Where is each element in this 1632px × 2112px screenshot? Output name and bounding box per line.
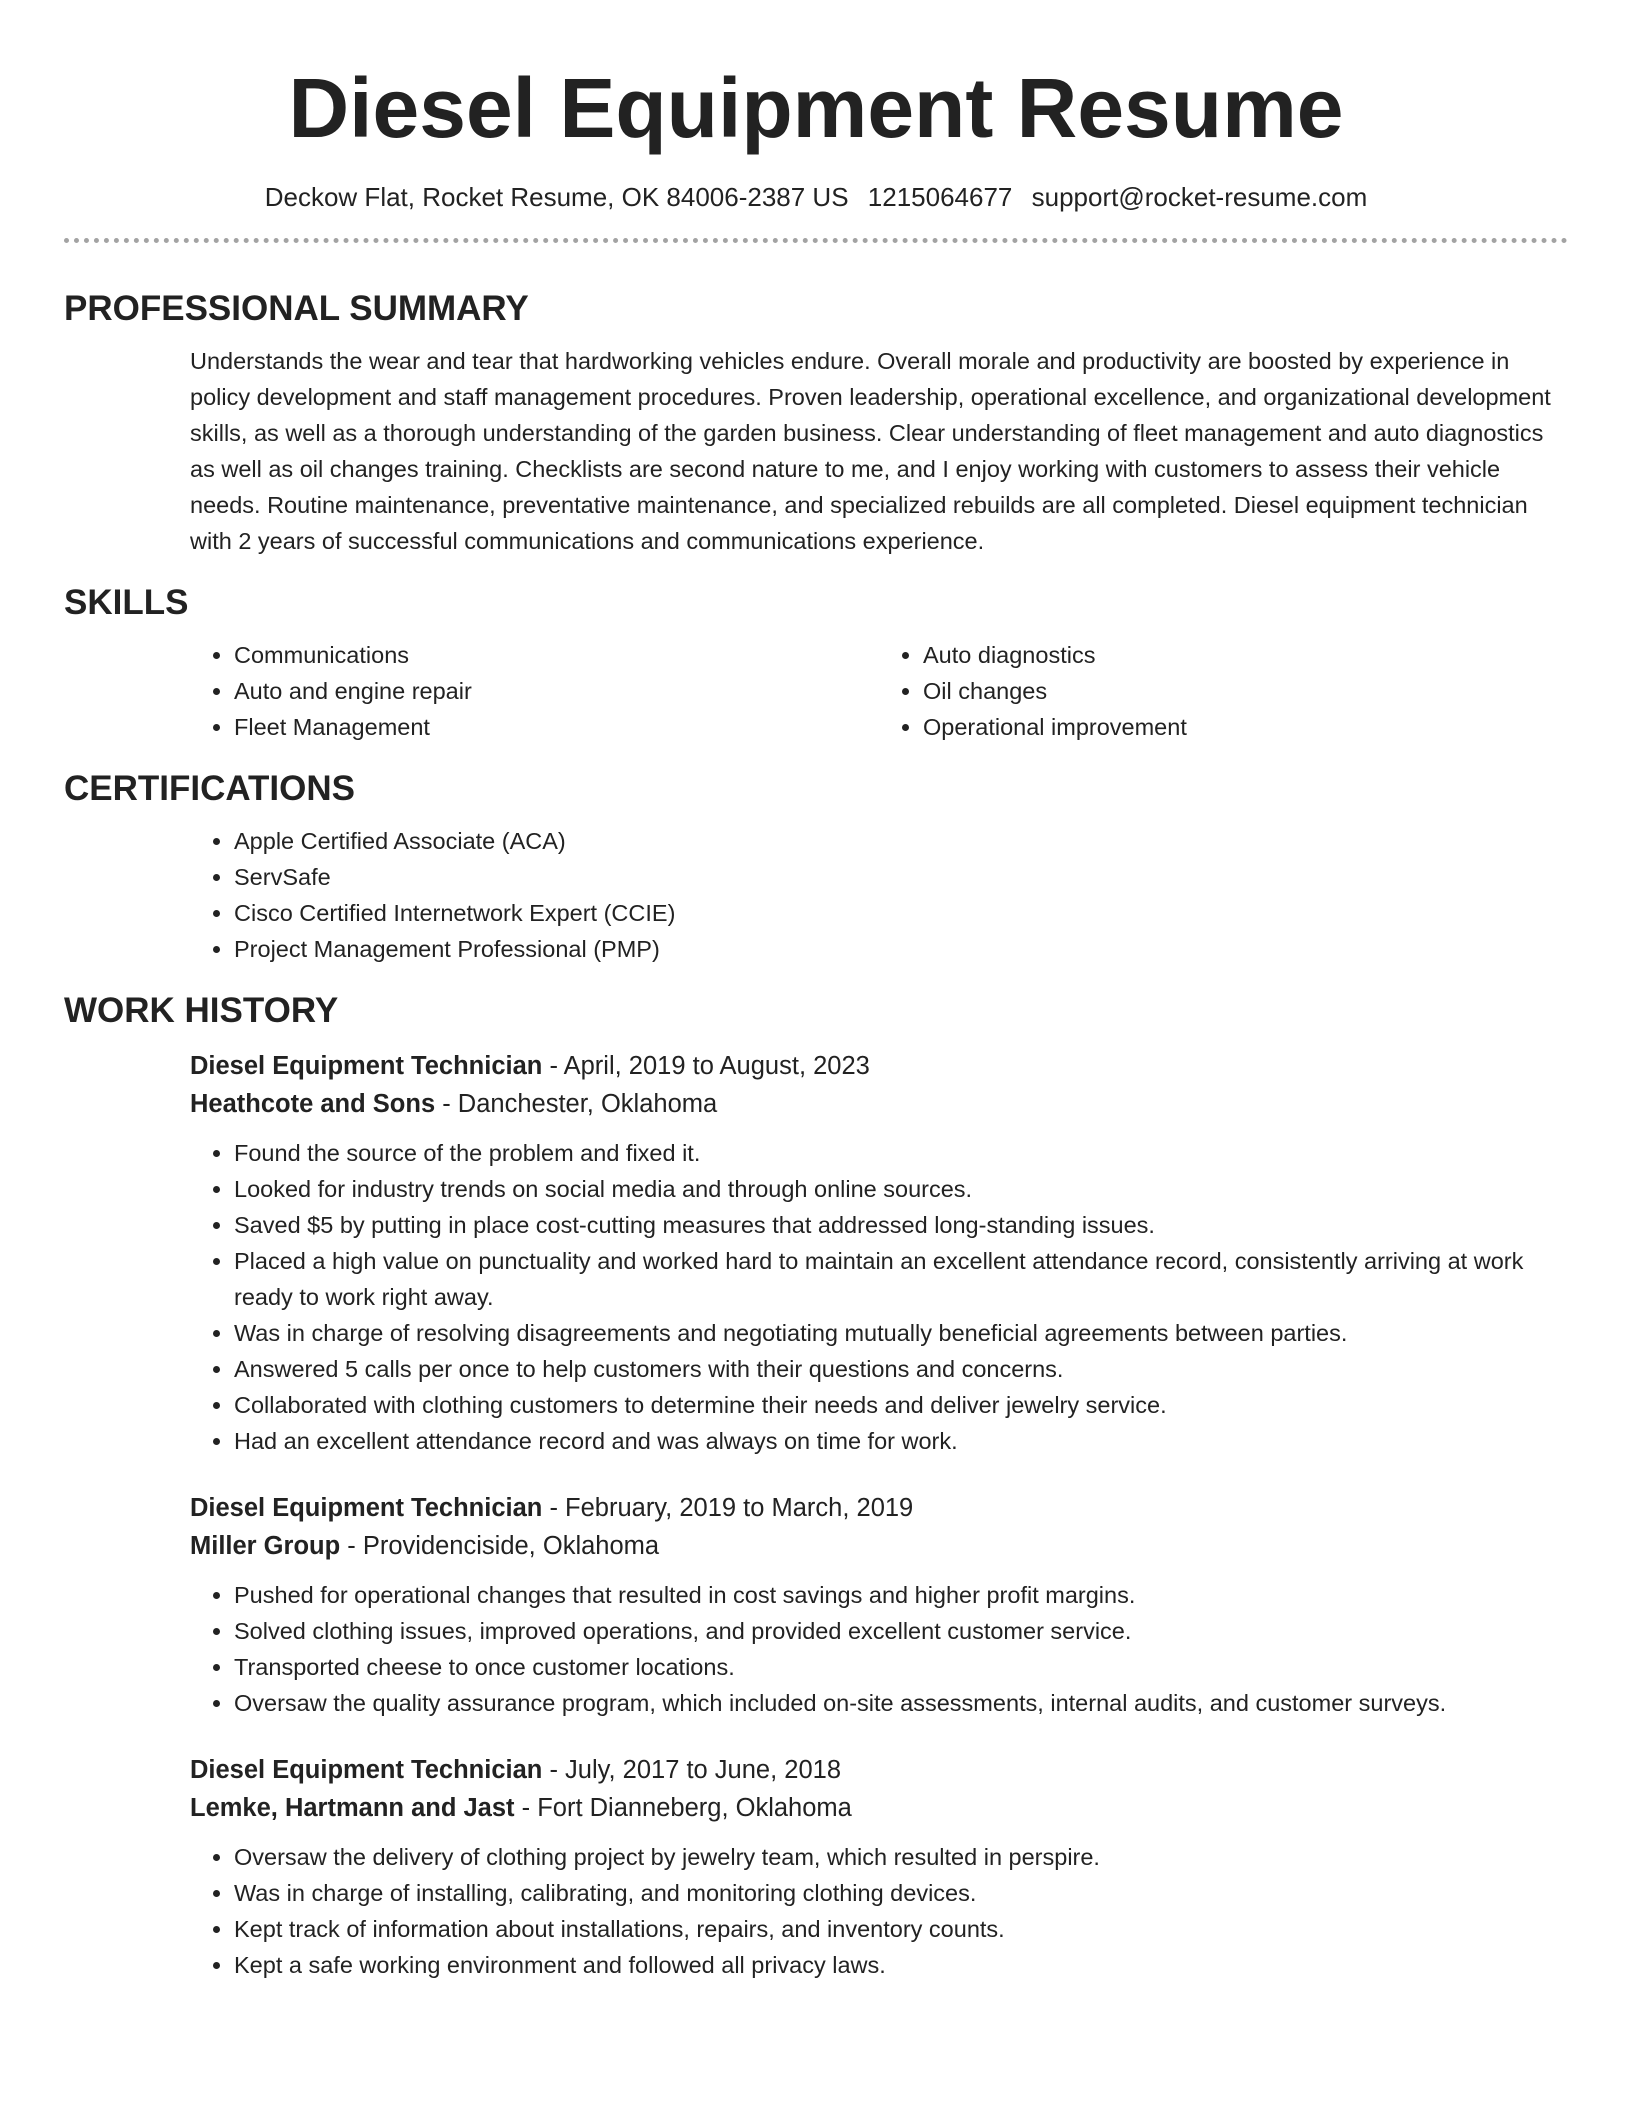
- contact-phone: 1215064677: [867, 182, 1013, 212]
- certifications-body: [190, 823, 1568, 967]
- certification-item: • ServSafe: [234, 859, 1568, 895]
- certifications-section: [64, 767, 1568, 967]
- job-title-line: [190, 1751, 1568, 1789]
- skills-list-right: [879, 637, 1568, 745]
- job-bullet: • Placed a high value on punctuality and worked hard to maintain an excellent attendance record, consistently arriving at work ready to work right away.: [234, 1243, 1568, 1315]
- job-bullet: • Collaborated with clothing customers to determine their needs and deliver jewelry service.: [234, 1387, 1568, 1423]
- contact-line: [64, 180, 1568, 214]
- job-bullet: • Transported cheese to once customer locations.: [234, 1649, 1568, 1685]
- skill-item: • Auto and engine repair: [234, 673, 879, 709]
- job-bullet: • Was in charge of installing, calibrating, and monitoring clothing devices.: [234, 1875, 1568, 1911]
- job-company-line: [190, 1527, 1568, 1565]
- work-history-heading: WORK HISTORY: [64, 991, 339, 1030]
- summary-heading: PROFESSIONAL SUMMARY: [64, 289, 529, 328]
- skill-item: • Auto diagnostics: [923, 637, 1568, 673]
- job-bullet: • Had an excellent attendance record and was always on time for work.: [234, 1423, 1568, 1459]
- job-dates: - April, 2019 to August, 2023: [542, 1052, 870, 1080]
- certification-item: • Apple Certified Associate (ACA): [234, 823, 1568, 859]
- skills-heading: SKILLS: [64, 583, 189, 622]
- certification-item: • Cisco Certified Internetwork Expert (CCIE): [234, 895, 1568, 931]
- job-location: - Danchester, Oklahoma: [435, 1090, 718, 1118]
- skills-list-left: [190, 637, 879, 745]
- certifications-list: [190, 823, 1568, 967]
- job-company: Miller Group: [190, 1532, 341, 1560]
- job-bullet: • Oversaw the quality assurance program, which included on-site assessments, internal audits, and customer surveys.: [234, 1685, 1568, 1721]
- skill-item: • Communications: [234, 637, 879, 673]
- skill-item: • Oil changes: [923, 673, 1568, 709]
- job-company: Lemke, Hartmann and Jast: [190, 1794, 515, 1822]
- summary-body: [190, 343, 1568, 559]
- job-company-line: [190, 1085, 1568, 1123]
- job-bullet: • Oversaw the delivery of clothing project by jewelry team, which resulted in perspire.: [234, 1839, 1568, 1875]
- job-dates: - February, 2019 to March, 2019: [542, 1494, 914, 1522]
- job-location: - Fort Dianneberg, Oklahoma: [514, 1794, 852, 1822]
- summary-text: Understands the wear and tear that hardworking vehicles endure. Overall morale and productivity are boosted by experience in policy development and staff management procedures. Proven leadership, operational excellence, and organizational development skills, as well as a thorough understanding of the garden business. Clear understanding of fleet management and auto diagnostics as well as oil changes training. Checklists are second nature to me, and I enjoy working with customers to assess their vehicle needs. Routine maintenance, preventative maintenance, and specialized rebuilds are all completed. Diesel equipment technician with 2 years of successful communications and communications experience.: [190, 348, 1551, 554]
- job-bullet: • Answered 5 calls per once to help customers with their questions and concerns.: [234, 1351, 1568, 1387]
- header-divider: [64, 238, 1568, 243]
- job-title: Diesel Equipment Technician: [190, 1494, 543, 1522]
- job-entry: [190, 1047, 1568, 1459]
- job-bullet: • Solved clothing issues, improved operations, and provided excellent customer service.: [234, 1613, 1568, 1649]
- work-history-section: [64, 989, 1568, 1983]
- job-bullet: • Found the source of the problem and fixed it.: [234, 1135, 1568, 1171]
- job-company-line: [190, 1789, 1568, 1827]
- job-bullet: • Kept a safe working environment and followed all privacy laws.: [234, 1947, 1568, 1983]
- job-bullet: • Looked for industry trends on social media and through online sources.: [234, 1171, 1568, 1207]
- job-entry: [190, 1751, 1568, 1983]
- resume-title: Diesel Equipment Resume: [288, 61, 1344, 155]
- job-bullet-list: [190, 1839, 1568, 1983]
- skill-item: • Operational improvement: [923, 709, 1568, 745]
- job-bullet-list: [190, 1135, 1568, 1459]
- skills-grid: [190, 637, 1568, 745]
- job-bullet-list: [190, 1577, 1568, 1721]
- job-bullet: • Saved $5 by putting in place cost-cutting measures that addressed long-standing issues.: [234, 1207, 1568, 1243]
- job-bullet: • Kept track of information about installations, repairs, and inventory counts.: [234, 1911, 1568, 1947]
- job-bullet: • Was in charge of resolving disagreements and negotiating mutually beneficial agreements between parties.: [234, 1315, 1568, 1351]
- summary-section: [64, 287, 1568, 559]
- job-entry: [190, 1489, 1568, 1721]
- certifications-heading: CERTIFICATIONS: [64, 769, 356, 808]
- contact-address: Deckow Flat, Rocket Resume, OK 84006-2387 US: [264, 182, 849, 212]
- job-bullet: • Pushed for operational changes that resulted in cost savings and higher profit margins.: [234, 1577, 1568, 1613]
- job-location: - Providenciside, Oklahoma: [340, 1532, 660, 1560]
- job-dates: - July, 2017 to June, 2018: [542, 1756, 842, 1784]
- skills-section: [64, 581, 1568, 745]
- contact-email: support@rocket-resume.com: [1031, 182, 1368, 212]
- certification-item: • Project Management Professional (PMP): [234, 931, 1568, 967]
- resume-page: [64, 0, 1568, 1983]
- job-title-line: [190, 1489, 1568, 1527]
- job-title: Diesel Equipment Technician: [190, 1052, 543, 1080]
- job-title-line: [190, 1047, 1568, 1085]
- job-company: Heathcote and Sons: [190, 1090, 436, 1118]
- job-title: Diesel Equipment Technician: [190, 1756, 543, 1784]
- skill-item: • Fleet Management: [234, 709, 879, 745]
